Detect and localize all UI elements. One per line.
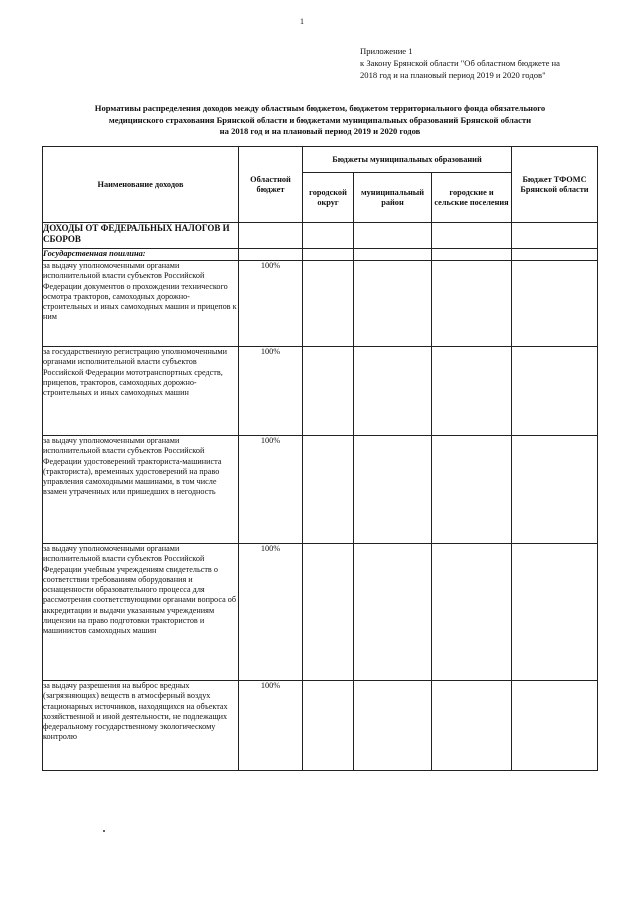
table-row [43, 544, 598, 681]
title-line-2: медицинского страхования Брянской области и бюджетами муниципальных образований Брянской области [108, 114, 532, 125]
regional-share: 100% [239, 544, 303, 681]
subsection-title: Государственная пошлина: [43, 249, 239, 261]
income-name: за выдачу уполномоченными органами исполнительной власти субъектов Российской Федерации документов о прохождении технического осмотра тракторов, самоходных дорожно-строительных и иных самоходных машин и прицепов к ним [43, 261, 239, 347]
income-name: за выдачу разрешения на выброс вредных (загрязняющих) веществ в атмосферный воздух стационарных источников, находящихся на объектах хозяйственной и иной деятельности, не подлежащих федеральному государственному экологическому контролю [43, 681, 239, 771]
regional-share: 100% [239, 681, 303, 771]
header-settlements: городские и сельские поселения [432, 173, 512, 223]
section-title: ДОХОДЫ ОТ ФЕДЕРАЛЬНЫХ НАЛОГОВ И СБОРОВ [43, 223, 239, 249]
appendix-header [360, 45, 610, 81]
distribution-norms-table [42, 146, 598, 771]
table-row [43, 436, 598, 544]
income-name: за выдачу уполномоченными органами исполнительной власти субъектов Российской Федерации учебным учреждениям свидетельств о соответствии требованиям оборудования и оснащенности образовательного процесса для рассмотрения соответствующими органами вопроса об аккредитации и выдачи указанным учреждениям лицензии на право подготовки трактористов и машинистов самоходных машин [43, 544, 239, 681]
title-line-1: Нормативы распределения доходов между областным бюджетом, бюджетом территориального фонда обязательного [94, 103, 546, 113]
document-title [40, 103, 600, 138]
appendix-line-2: к Закону Брянской области "Об областном бюджете на [360, 58, 560, 68]
section-row [43, 223, 598, 249]
regional-share: 100% [239, 436, 303, 544]
table-row [43, 681, 598, 771]
appendix-line-1: Приложение 1 [360, 46, 413, 56]
title-line-3: на 2018 год и на плановый период 2019 и 2020 годов [219, 126, 421, 136]
income-name: за выдачу уполномоченными органами исполнительной власти субъектов Российской Федерации удостоверений тракториста-машиниста (тракториста), временных удостоверений на право управления самоходными машинами, в том числе взамен утраченных или пришедших в негодность [43, 436, 239, 544]
header-tfoms-budget: Бюджет ТФОМС Брянской области [512, 147, 598, 223]
regional-share: 100% [239, 261, 303, 347]
subsection-row [43, 249, 598, 261]
header-regional-budget: Областной бюджет [239, 147, 303, 223]
header-city-district: городской округ [303, 173, 354, 223]
page-number: 1 [300, 17, 304, 26]
appendix-line-3: 2018 год и на плановый период 2019 и 2020 годов" [360, 70, 546, 80]
regional-share: 100% [239, 347, 303, 436]
header-municipal-budgets: Бюджеты муниципальных образований [303, 147, 512, 173]
header-income-name: Наименование доходов [43, 147, 239, 223]
table-row [43, 261, 598, 347]
table-row [43, 347, 598, 436]
scan-speck [103, 830, 105, 832]
header-municipal-district: муниципальный район [354, 173, 432, 223]
income-name: за государственную регистрацию уполномоченными органами исполнительной власти субъектов Российской Федерации мототранспортных средств, прицепов, тракторов, самоходных дорожно-строительных и иных самоходных машин [43, 347, 239, 436]
